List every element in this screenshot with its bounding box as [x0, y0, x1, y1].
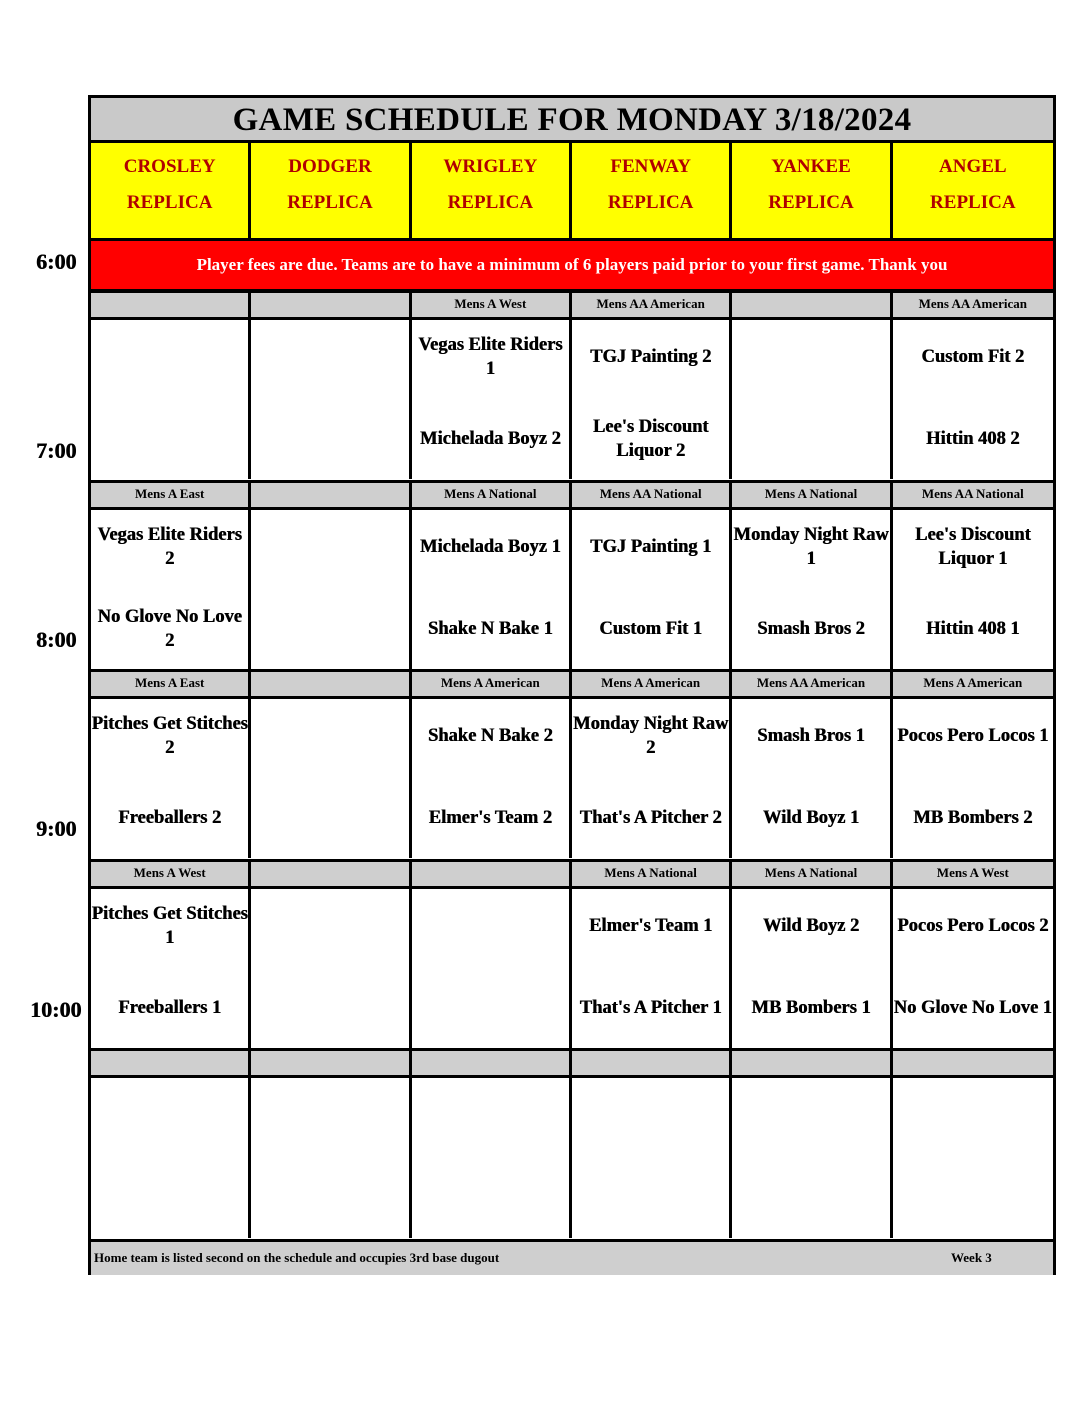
- field-name: WRIGLEY: [443, 156, 538, 177]
- field-header: [732, 143, 892, 238]
- away-team: Shake N Bake 2: [427, 726, 553, 746]
- league-row: [91, 1048, 1053, 1078]
- game-cell: [91, 317, 251, 479]
- home-team: That's A Pitcher 2: [579, 808, 722, 828]
- field-header: [412, 143, 572, 238]
- away-team: Custom Fit 2: [921, 347, 1025, 367]
- field-header: [251, 143, 411, 238]
- field-name: FENWAY: [610, 156, 691, 177]
- league-label: [572, 1051, 732, 1075]
- league-label: [893, 1051, 1053, 1075]
- league-label: Mens AA American: [732, 672, 892, 696]
- game-row: [91, 696, 1053, 858]
- home-team: Elmer's Team 2: [428, 808, 552, 828]
- footer-bar: [91, 1239, 1053, 1275]
- league-label: Mens A National: [732, 483, 892, 507]
- game-cell: [572, 507, 732, 669]
- league-label: Mens A West: [91, 862, 251, 886]
- game-cell: [412, 1075, 572, 1238]
- away-team: Vegas Elite Riders 2: [97, 525, 242, 569]
- league-label: [412, 1051, 572, 1075]
- home-team: No Glove No Love 1: [893, 998, 1052, 1018]
- league-label: Mens A West: [412, 293, 572, 317]
- time-label: 7:00: [36, 438, 77, 463]
- league-label: [732, 1051, 892, 1075]
- game-cell: [91, 507, 251, 669]
- game-cell: [251, 507, 411, 669]
- league-label: Mens A National: [732, 862, 892, 886]
- league-label: Mens A American: [923, 675, 1023, 690]
- away-team: Pocos Pero Locos 1: [897, 726, 1049, 746]
- game-cell: [732, 317, 892, 479]
- away-team: Michelada Boyz 1: [419, 537, 561, 557]
- game-cell: [91, 886, 251, 1048]
- fee-notice-banner: Player fees are due. Teams are to have a minimum of 6 players paid prior to your first game. Thank you: [91, 241, 1053, 292]
- game-cell: [732, 507, 892, 669]
- home-team-note: Home team is listed second on the schedule and occupies 3rd base dugout: [94, 1250, 500, 1265]
- away-team: Monday Night Raw 2: [573, 714, 729, 758]
- away-team: Pocos Pero Locos 2: [897, 916, 1049, 936]
- time-label: 10:00: [30, 997, 82, 1022]
- game-cell: [572, 886, 732, 1048]
- away-team: Pitches Get Stitches 2: [91, 714, 248, 758]
- league-row: [91, 480, 1053, 510]
- league-label: Mens A East: [91, 672, 251, 696]
- game-row: [91, 507, 1053, 669]
- game-cell: [251, 317, 411, 479]
- game-cell: [91, 1075, 251, 1238]
- league-label: Mens AA National: [572, 483, 732, 507]
- game-cell: [893, 696, 1053, 858]
- field-header: [572, 143, 732, 238]
- time-label: 8:00: [36, 627, 77, 652]
- league-label: Mens AA American: [918, 296, 1027, 311]
- game-cell: [732, 1075, 892, 1238]
- league-label: [251, 672, 411, 696]
- field-name: CROSLEY: [123, 156, 216, 177]
- game-cell: [572, 1075, 732, 1238]
- field-type: REPLICA: [126, 192, 213, 213]
- away-team: Wild Boyz 2: [762, 916, 860, 936]
- field-type: REPLICA: [930, 192, 1016, 213]
- home-team: Smash Bros 2: [757, 619, 865, 639]
- game-cell: [732, 696, 892, 858]
- league-row: [91, 290, 1053, 320]
- field-name: ANGEL: [939, 156, 1007, 177]
- home-team: MB Bombers 1: [751, 998, 871, 1018]
- league-row: [91, 859, 1053, 889]
- game-cell: [251, 886, 411, 1048]
- home-team: Hittin 408 1: [926, 619, 1020, 639]
- league-label: Mens A National: [412, 483, 572, 507]
- field-type: REPLICA: [287, 192, 373, 213]
- game-cell: [412, 507, 572, 669]
- field-header: [91, 143, 251, 238]
- page-title: GAME SCHEDULE FOR MONDAY 3/18/2024: [91, 98, 1053, 143]
- away-team: Monday Night Raw 1: [733, 525, 889, 569]
- game-row: [91, 886, 1053, 1048]
- game-cell: [91, 696, 251, 858]
- league-label: Mens AA American: [572, 293, 732, 317]
- field-type: REPLICA: [447, 192, 534, 213]
- away-team: TGJ Painting 2: [589, 347, 712, 367]
- game-cell: [412, 696, 572, 858]
- game-cell: [572, 696, 732, 858]
- home-team: Wild Boyz 1: [762, 808, 860, 828]
- league-label: [251, 862, 411, 886]
- field-type: REPLICA: [607, 192, 694, 213]
- time-label: 6:00: [36, 249, 77, 274]
- away-team: Vegas Elite Riders 1: [418, 335, 563, 379]
- away-team: Elmer's Team 1: [588, 916, 713, 936]
- game-cell: [251, 1075, 411, 1238]
- game-cell: [893, 317, 1053, 479]
- field-header-row: [91, 143, 1053, 241]
- away-team: TGJ Painting 1: [589, 537, 712, 557]
- game-cell: [893, 886, 1053, 1048]
- home-team: Michelada Boyz 2: [419, 429, 561, 449]
- league-label: [251, 483, 411, 507]
- home-team: MB Bombers 2: [913, 808, 1033, 828]
- league-label: [91, 1051, 251, 1075]
- home-team: That's A Pitcher 1: [579, 998, 722, 1018]
- game-cell: [732, 886, 892, 1048]
- home-team: Hittin 408 2: [926, 429, 1020, 449]
- schedule-sheet: [88, 95, 1056, 1275]
- game-row: [91, 1075, 1053, 1238]
- field-header: [893, 143, 1053, 238]
- game-cell: [893, 1075, 1053, 1238]
- time-label: 9:00: [36, 816, 77, 841]
- league-label: Mens A West: [936, 865, 1009, 880]
- league-label: [412, 862, 572, 886]
- home-team: Shake N Bake 1: [427, 619, 553, 639]
- league-row: [91, 669, 1053, 699]
- field-name: YANKEE: [771, 156, 851, 177]
- home-team: Freeballers 2: [118, 808, 222, 828]
- field-name: DODGER: [288, 156, 372, 177]
- away-team: Smash Bros 1: [757, 726, 865, 746]
- league-label: [251, 293, 411, 317]
- game-cell: [412, 886, 572, 1048]
- league-label: Mens A East: [91, 483, 251, 507]
- field-type: REPLICA: [768, 192, 854, 213]
- league-label: [251, 1051, 411, 1075]
- home-team: Freeballers 1: [118, 998, 222, 1018]
- league-label: [91, 293, 251, 317]
- game-cell: [893, 507, 1053, 669]
- game-row: [91, 317, 1053, 479]
- league-label: [732, 293, 892, 317]
- home-team: No Glove No Love 2: [97, 607, 242, 651]
- away-team: Lee's Discount Liquor 1: [914, 525, 1031, 569]
- game-cell: [572, 317, 732, 479]
- league-label: Mens A National: [572, 862, 732, 886]
- home-team: Custom Fit 1: [599, 619, 703, 639]
- week-label: Week 3: [951, 1250, 992, 1265]
- league-label: Mens A American: [412, 672, 572, 696]
- league-label: Mens AA National: [921, 486, 1024, 501]
- home-team: Lee's Discount Liquor 2: [592, 417, 709, 461]
- away-team: Pitches Get Stitches 1: [91, 904, 248, 948]
- league-label: Mens A American: [572, 672, 732, 696]
- game-cell: [251, 696, 411, 858]
- game-cell: [412, 317, 572, 479]
